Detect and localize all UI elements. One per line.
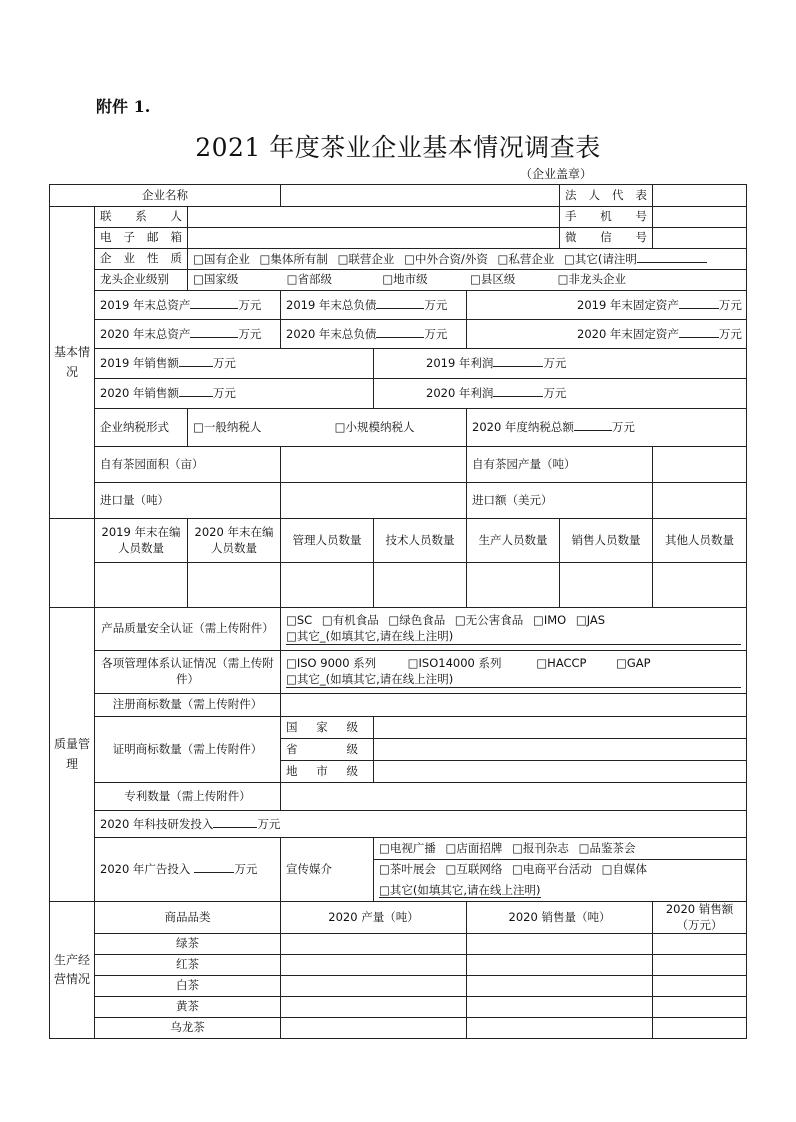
row-sales-2020 xyxy=(50,379,747,409)
prod-header-amount: 2020 销售额（万元） xyxy=(653,902,747,934)
prod-item-white: 白茶 xyxy=(95,976,281,997)
basic-section-label: 基本情况 xyxy=(50,207,95,519)
tax-total[interactable]: 2020 年度纳税总额 万元 xyxy=(467,409,747,447)
staff-sales-field[interactable] xyxy=(560,563,653,608)
cert-option-organic[interactable]: □有机食品 xyxy=(321,612,379,627)
level-option-none[interactable]: □非龙头企业 xyxy=(557,272,626,287)
nature-options xyxy=(188,249,747,270)
import-qty-field[interactable] xyxy=(281,483,467,519)
prod-item-oolong: 乌龙茶 xyxy=(95,1018,281,1039)
nature-option-joint[interactable]: □联营企业 xyxy=(337,251,395,266)
level-option-provincial[interactable]: □省部级 xyxy=(286,272,333,287)
staff-other-header: 其他人员数量 xyxy=(653,519,747,563)
row-prod-header xyxy=(50,902,747,934)
mgmt-option-iso14000[interactable]: □ISO14000 系列 xyxy=(407,655,502,670)
row-prod-white xyxy=(50,976,747,997)
level-option-county[interactable]: □县区级 xyxy=(469,272,516,287)
prod-header-volume: 2020 销售量（吨） xyxy=(467,902,653,934)
mgmt-option-haccp[interactable]: □HACCP xyxy=(536,655,587,670)
ad-investment[interactable]: 2020 年广告投入 万元 xyxy=(95,838,281,902)
survey-table xyxy=(49,184,747,1039)
media-option-tv[interactable]: □电视广播 xyxy=(379,840,436,855)
row-cert-tm-national xyxy=(50,717,747,739)
row-trademark xyxy=(50,694,747,717)
mgmt-option-iso9000[interactable]: □ISO 9000 系列 xyxy=(286,655,377,670)
staff-prod-header: 生产人员数量 xyxy=(467,519,560,563)
row-import xyxy=(50,483,747,519)
mgmt-options xyxy=(281,651,747,694)
row-email xyxy=(50,228,747,249)
quality-section-label: 质量管理 xyxy=(50,608,95,902)
row-contact xyxy=(50,207,747,228)
tax-options xyxy=(188,409,467,447)
contact-field[interactable] xyxy=(188,207,560,228)
wechat-label: 微 信 号 xyxy=(560,228,653,249)
mgmt-label: 各项管理体系认证情况（需上传附件） xyxy=(95,651,281,694)
prod-oolong-volume[interactable] xyxy=(467,1018,653,1039)
nature-option-private[interactable]: □私营企业 xyxy=(497,251,555,266)
staff-prod-field[interactable] xyxy=(467,563,560,608)
garden-area-label: 自有茶园面积（亩） xyxy=(95,447,281,483)
row-prod-black xyxy=(50,955,747,976)
nature-option-collective[interactable]: □集体所有制 xyxy=(259,251,328,266)
cert-other[interactable]: □其它_(如填其它,请在线上注明) xyxy=(286,629,741,646)
fixed-assets-2020[interactable]: 2020 年末固定资产 万元 xyxy=(467,320,747,349)
prod-green-output[interactable] xyxy=(281,934,467,955)
prod-item-yellow: 黄茶 xyxy=(95,997,281,1018)
legal-rep-field[interactable] xyxy=(653,185,747,207)
row-patents xyxy=(50,783,747,811)
attachment-label: 附件 1. xyxy=(96,97,151,116)
seal-note: （企业盖章） xyxy=(520,167,593,181)
row-tax xyxy=(50,409,747,447)
cert-option-sc[interactable]: □SC xyxy=(286,612,313,627)
media-option-signboard[interactable]: □店面招牌 xyxy=(445,840,503,855)
row-garden xyxy=(50,447,747,483)
row-prod-oolong xyxy=(50,1018,747,1039)
company-name-label: 企业名称 xyxy=(50,185,281,207)
level-province-label: 省 级 xyxy=(281,739,374,761)
wechat-field[interactable] xyxy=(653,228,747,249)
media-row-2 xyxy=(374,860,747,881)
nature-option-foreign[interactable]: □中外合资/外资 xyxy=(404,251,488,266)
cert-option-green[interactable]: □绿色食品 xyxy=(388,612,446,627)
assets-2020-total[interactable]: 2020 年末总资产 万元 xyxy=(95,320,281,349)
cert-label: 产品质量安全认证（需上传附件） xyxy=(95,608,281,651)
contact-label: 联 系 人 xyxy=(95,207,188,228)
assets-2019-total[interactable]: 2019 年末总资产 万元 xyxy=(95,291,281,320)
media-option-tasting[interactable]: □品鉴茶会 xyxy=(578,840,636,855)
profit-2019[interactable]: 2019 年利润 万元 xyxy=(374,349,747,379)
prod-item-green: 绿茶 xyxy=(95,934,281,955)
company-name-field[interactable] xyxy=(281,185,560,207)
prod-white-volume[interactable] xyxy=(467,976,653,997)
sales-2020[interactable]: 2020 年销售额 万元 xyxy=(95,379,374,409)
fixed-assets-2019[interactable]: 2019 年末固定资产 万元 xyxy=(467,291,747,320)
media-option-selfmedia[interactable]: □自媒体 xyxy=(601,862,647,877)
media-row-1 xyxy=(374,838,747,860)
row-nature xyxy=(50,249,747,270)
staff-2020-header: 2020 年末在编人员数量 xyxy=(188,519,281,563)
liabilities-2020-total[interactable]: 2020 年末总负债 万元 xyxy=(281,320,467,349)
trademark-field[interactable] xyxy=(281,694,747,717)
prod-oolong-amount[interactable] xyxy=(653,1018,747,1039)
row-ad-1 xyxy=(50,838,747,860)
prod-green-amount[interactable] xyxy=(653,934,747,955)
profit-2020[interactable]: 2020 年利润 万元 xyxy=(374,379,747,409)
basic-section-end xyxy=(50,563,95,608)
cert-tm-city-field[interactable] xyxy=(374,761,747,783)
mobile-field[interactable] xyxy=(653,207,747,228)
cert-tm-province-field[interactable] xyxy=(374,739,747,761)
level-option-national[interactable]: □国家级 xyxy=(193,272,239,287)
row-company xyxy=(50,185,747,207)
level-city-label: 地 市 级 xyxy=(281,761,374,783)
garden-output-field[interactable] xyxy=(653,447,747,483)
level-national-label: 国 家 级 xyxy=(281,717,374,739)
cert-tm-national-field[interactable] xyxy=(374,717,747,739)
page-title: 2021 年度茶业企业基本情况调查表 xyxy=(195,133,601,162)
prod-black-output[interactable] xyxy=(281,955,467,976)
staff-tech-header: 技术人员数量 xyxy=(374,519,467,563)
rd-investment[interactable]: 2020 年科技研发投入 万元 xyxy=(95,811,747,838)
staff-other-field[interactable] xyxy=(653,563,747,608)
row-cert xyxy=(50,608,747,651)
tax-general-option[interactable]: □一般纳税人 xyxy=(193,419,262,434)
mgmt-option-gap[interactable]: □GAP xyxy=(615,655,651,670)
prod-yellow-amount[interactable] xyxy=(653,997,747,1018)
row-assets-2019 xyxy=(50,291,747,320)
prod-white-amount[interactable] xyxy=(653,976,747,997)
staff-2019-field[interactable] xyxy=(95,563,188,608)
prod-yellow-output[interactable] xyxy=(281,997,467,1018)
prod-yellow-volume[interactable] xyxy=(467,997,653,1018)
staff-mgmt-header: 管理人员数量 xyxy=(281,519,374,563)
media-option-ecommerce[interactable]: □电商平台活动 xyxy=(512,862,592,877)
media-label: 宣传媒介 xyxy=(281,838,374,902)
row-sales-2019 xyxy=(50,349,747,379)
media-other[interactable]: □其它(如填其它,请在线上注明) xyxy=(374,881,747,902)
row-staff-values xyxy=(50,563,747,608)
mgmt-other[interactable]: □其它_(如填其它,请在线上注明) xyxy=(286,672,741,689)
prod-green-volume[interactable] xyxy=(467,934,653,955)
cert-trademark-label: 证明商标数量（需上传附件） xyxy=(95,717,281,783)
prod-white-output[interactable] xyxy=(281,976,467,997)
trademark-label: 注册商标数量（需上传附件） xyxy=(95,694,281,717)
basic-section-continue xyxy=(50,519,95,563)
prod-black-amount[interactable] xyxy=(653,955,747,976)
nature-option-state[interactable]: □国有企业 xyxy=(193,251,250,266)
import-amt-label: 进口额（美元） xyxy=(467,483,653,519)
level-options xyxy=(188,270,747,291)
row-assets-2020 xyxy=(50,320,747,349)
media-option-expo[interactable]: □茶叶展会 xyxy=(379,862,436,877)
row-mgmt xyxy=(50,651,747,694)
nature-option-other[interactable]: □其它(请注明 xyxy=(564,251,637,266)
tax-form-label: 企业纳税形式 xyxy=(95,409,188,447)
cert-option-pollution-free[interactable]: □无公害食品 xyxy=(454,612,524,627)
cert-option-imo[interactable]: □IMO xyxy=(532,612,567,627)
mobile-label: 手 机 号 xyxy=(560,207,653,228)
nature-label: 企 业 性 质 xyxy=(95,249,188,270)
prod-header-output: 2020 产量（吨） xyxy=(281,902,467,934)
sales-2019[interactable]: 2019 年销售额 万元 xyxy=(95,349,374,379)
row-staff-headers xyxy=(50,519,747,563)
prod-black-volume[interactable] xyxy=(467,955,653,976)
staff-tech-field[interactable] xyxy=(374,563,467,608)
patents-field[interactable] xyxy=(281,783,747,811)
liabilities-2019-total[interactable]: 2019 年末总负债 万元 xyxy=(281,291,467,320)
staff-2019-header: 2019 年末在编人员数量 xyxy=(95,519,188,563)
level-option-city[interactable]: □地市级 xyxy=(382,272,428,287)
garden-output-label: 自有茶园产量（吨） xyxy=(467,447,653,483)
row-level xyxy=(50,270,747,291)
prod-header-category: 商品品类 xyxy=(95,902,281,934)
staff-sales-header: 销售人员数量 xyxy=(560,519,653,563)
row-rd xyxy=(50,811,747,838)
media-option-press[interactable]: □报刊杂志 xyxy=(512,840,569,855)
import-amt-field[interactable] xyxy=(653,483,747,519)
tax-small-option[interactable]: □小规模纳税人 xyxy=(334,419,415,434)
legal-rep-label: 法 人 代 表 xyxy=(560,185,653,207)
import-qty-label: 进口量（吨） xyxy=(95,483,281,519)
row-prod-green xyxy=(50,934,747,955)
cert-option-jas[interactable]: □JAS xyxy=(575,612,606,627)
staff-mgmt-field[interactable] xyxy=(281,563,374,608)
patents-label: 专利数量（需上传附件） xyxy=(95,783,281,811)
media-option-internet[interactable]: □互联网络 xyxy=(445,862,503,877)
cert-options xyxy=(281,608,747,651)
row-prod-yellow xyxy=(50,997,747,1018)
production-section-label: 生产经营情况 xyxy=(50,902,95,1039)
email-label: 电 子 邮 箱 xyxy=(95,228,188,249)
email-field[interactable] xyxy=(188,228,560,249)
prod-oolong-output[interactable] xyxy=(281,1018,467,1039)
staff-2020-field[interactable] xyxy=(188,563,281,608)
level-label: 龙头企业级别 xyxy=(95,270,188,291)
garden-area-field[interactable] xyxy=(281,447,467,483)
prod-item-black: 红茶 xyxy=(95,955,281,976)
